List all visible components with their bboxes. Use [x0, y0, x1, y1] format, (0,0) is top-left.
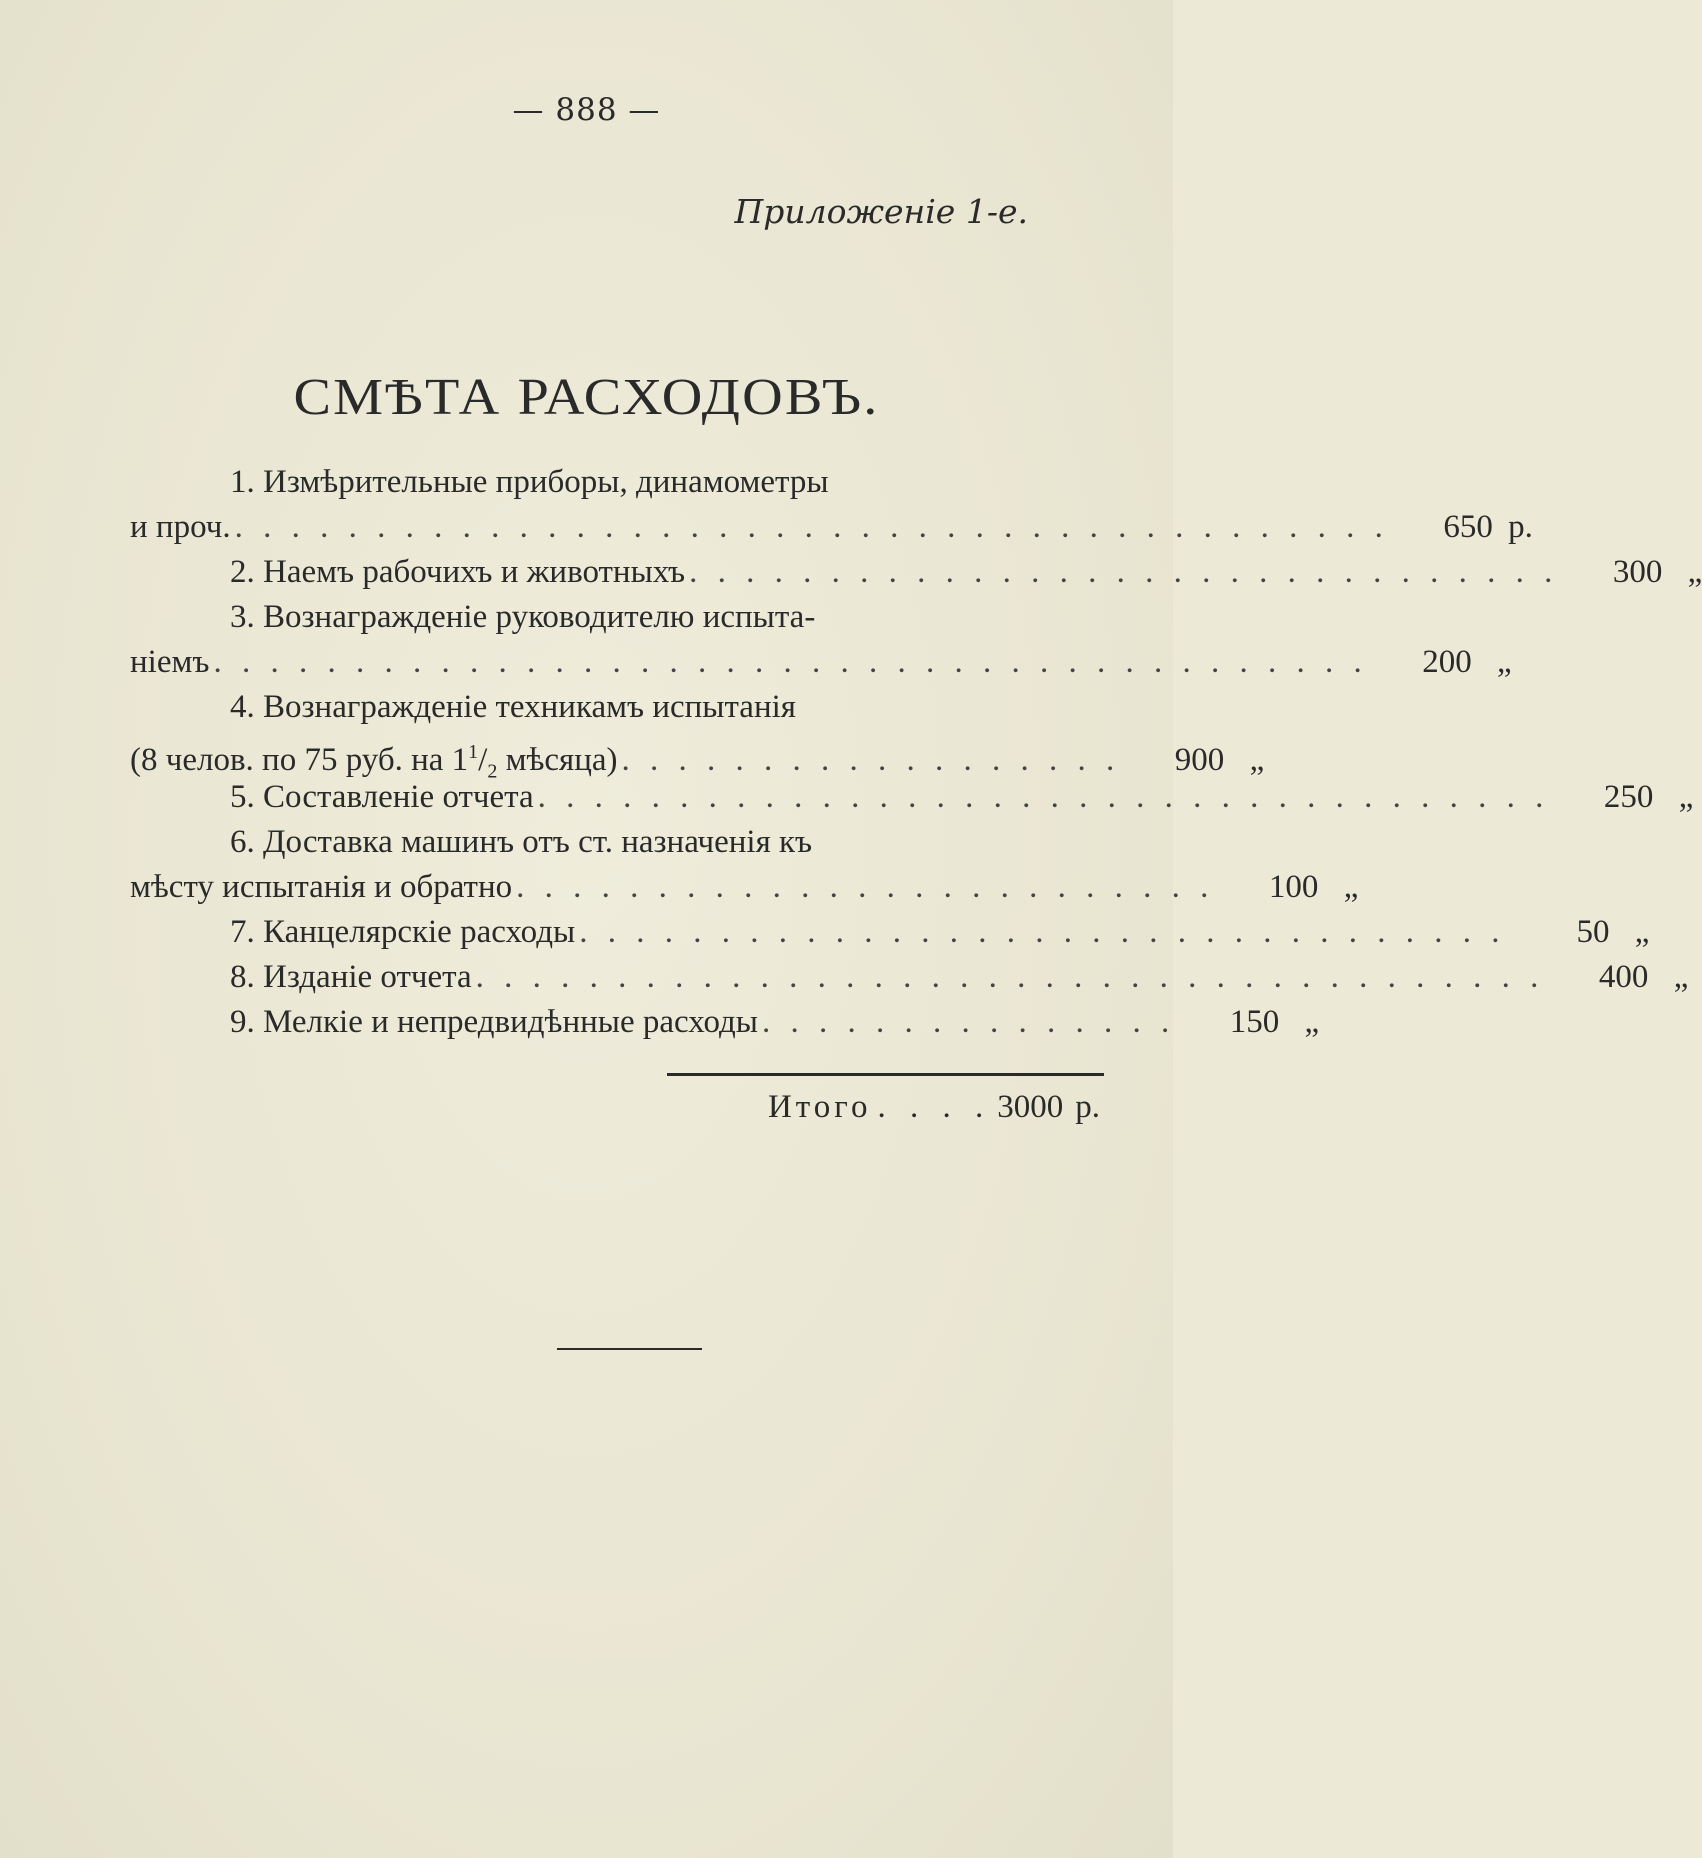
- expense-item-text-suffix: мѣсяца): [497, 742, 618, 778]
- expense-unit: „: [1673, 959, 1689, 995]
- total-unit: р.: [1075, 1089, 1100, 1125]
- total-divider: [667, 1073, 1104, 1076]
- leader-dots: . . . . . . . . . . . . . . .: [761, 1004, 1176, 1040]
- expense-amount: 50: [1576, 914, 1610, 950]
- expense-amount: 650: [1443, 509, 1493, 545]
- expense-item-4-line1: [130, 685, 1100, 730]
- expense-unit: „: [1678, 779, 1694, 815]
- expense-amount: 900: [1174, 742, 1225, 778]
- leader-dots: . . . . . . . . . . . . . . . . . . . . . . . . . . . . . . . . . . . . . . . . .: [234, 509, 1389, 545]
- expense-item-text: 6. Доставка машинъ отъ ст. назначенія къ: [230, 824, 813, 860]
- fraction-numerator: 1: [468, 741, 479, 763]
- expense-amount: 250: [1603, 779, 1654, 815]
- total-row: [700, 1085, 1100, 1130]
- document-title: СМѢТА РАСХОДОВЪ.: [293, 369, 880, 426]
- leader-dots: . . . . . . . . . . . . . . . . . . . . . . . . . . . . . . . . . . . . . .: [475, 959, 1545, 995]
- expense-item-text: 1. Измѣрительные приборы, динамометры: [230, 464, 829, 500]
- expense-item-text-prefix: (8 челов. по 75 руб. на 1: [130, 742, 469, 778]
- leader-dots: . . . . . . . . . . . . . . . . . . . . . . . . . . . . . . . . . . . .: [537, 779, 1550, 815]
- expense-item-4-line2: [130, 730, 1265, 783]
- leader-dots: . . . .: [877, 1089, 992, 1125]
- expense-unit: „: [1249, 742, 1265, 778]
- leader-dots: . . . . . . . . . . . . . . . . . . . . . . . . . . . . . . . . . . . . . . . . .: [213, 644, 1368, 680]
- expense-item-text: 8. Изданіе отчета: [230, 959, 472, 995]
- expense-unit: „: [1634, 914, 1650, 950]
- page-number: — 888 —: [512, 92, 661, 128]
- expense-amount: 200: [1422, 644, 1472, 680]
- leader-dots: . . . . . . . . . . . . . . . . . . . . . . . . .: [516, 869, 1215, 905]
- expense-amount: 100: [1268, 869, 1319, 905]
- expense-unit: „: [1497, 644, 1512, 680]
- expense-unit: „: [1687, 554, 1702, 590]
- fraction-denominator: 2: [487, 760, 498, 783]
- expense-item-text: 5. Составленіе отчета: [230, 779, 534, 815]
- expense-item-3-line2: [130, 640, 1512, 685]
- expense-item-text: мѣсту испытанія и обратно: [130, 869, 513, 905]
- end-divider: [557, 1348, 702, 1350]
- expense-item-6-line1: [130, 820, 1100, 865]
- expense-item-2: [130, 550, 1702, 595]
- expense-amount: 300: [1612, 554, 1663, 590]
- expense-item-text: и проч.: [130, 509, 231, 545]
- expense-item-1-line1: [130, 460, 1100, 505]
- total-amount: 3000: [997, 1089, 1064, 1125]
- leader-dots: . . . . . . . . . . . . . . . . . . . . . . . . . . . . . . .: [689, 554, 1559, 590]
- expense-item-7: [130, 910, 1650, 955]
- appendix-label: Приложеніе 1-е.: [734, 192, 1028, 231]
- expense-amount: 150: [1229, 1004, 1280, 1040]
- expense-amount: 400: [1598, 959, 1649, 995]
- expense-item-8: [130, 955, 1689, 1000]
- expense-item-text: 3. Вознагражденіе руководителю испыта-: [230, 599, 816, 635]
- expense-item-3-line1: [130, 595, 1100, 640]
- expense-item-6-line2: [130, 865, 1359, 910]
- expense-item-text: 4. Вознагражденіе техникамъ испытанія: [230, 689, 796, 725]
- expense-item-9: [130, 1000, 1320, 1045]
- leader-dots: . . . . . . . . . . . . . . . . . . . . . . . . . . . . . . . . .: [579, 914, 1506, 950]
- expense-unit: „: [1304, 1004, 1320, 1040]
- expense-unit: „: [1343, 869, 1359, 905]
- expense-item-text: ніемъ: [130, 644, 210, 680]
- expense-item-text: 7. Канцелярскіе расходы: [230, 914, 576, 950]
- expense-item-text: 9. Мелкіе и непредвидѣнные расходы: [230, 1004, 758, 1040]
- expense-item-text: 2. Наемъ рабочихъ и животныхъ: [230, 554, 686, 590]
- leader-dots: . . . . . . . . . . . . . . . . . .: [621, 742, 1121, 778]
- expense-item-5: [130, 775, 1694, 820]
- expense-item-1-line2: [130, 505, 1533, 550]
- expense-unit: р.: [1508, 509, 1533, 545]
- expense-list: [130, 460, 1702, 1045]
- expense-item-text: (8 челов. по 75 руб. на $1^1/_2$ мѣсяца): [130, 741, 618, 783]
- total-label: Итого: [767, 1089, 872, 1125]
